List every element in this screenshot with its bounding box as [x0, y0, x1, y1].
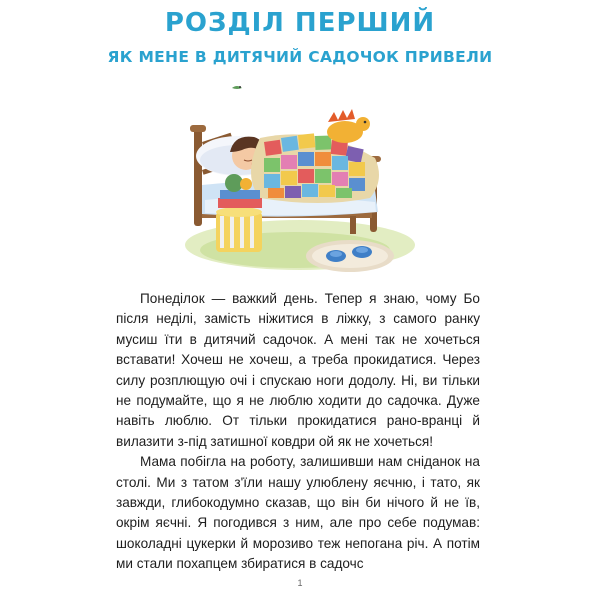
chapter-title: РОЗДІЛ ПЕРШИЙ	[164, 8, 436, 38]
paragraph: Мама побігла на роботу, залишивши нам сніданок на столі. Ми з татом з'їли нашу улюблену яєчню, і тато, як завжди, глибокодумно сказав, що він би нічого й не їв, окрім яєчні. Я погодився з ним, але про себе подумав: шоколадні цукерки й морозиво теж непогана річ. А потім ми стали похапцем збиратися в садочс	[116, 454, 480, 572]
sleeping-child-illustration	[180, 80, 425, 280]
chapter-subtitle: ЯК МЕНЕ В ДИТЯЧИЙ САДОЧОК ПРИВЕЛИ	[107, 48, 493, 66]
body-text	[116, 289, 480, 575]
toy-dinosaur	[327, 109, 370, 143]
paragraph: Понеділок — важкий день. Тепер я знаю, чому Бо після неділі, замість ніжитися в ліжку, з самого ранку мусиш їти в дитячий садочок. А мені так не хочеться вставати! Хочеш не хочеш, а треба прокидатися. Через силу розплющую очі і спускаю ноги додолу. Ні, ви тільки не подумайте, що я не люблю ходити до садочка. Дуже навіть люблю. От тільки прокидатися рано-вранці й вилазити з-під затишної ковдри ой як не хочеться!	[116, 291, 480, 449]
patchwork-quilt	[251, 133, 379, 203]
rug-with-slippers	[306, 240, 394, 272]
small-bird-icon	[232, 86, 242, 89]
page-number: 1	[297, 578, 303, 588]
